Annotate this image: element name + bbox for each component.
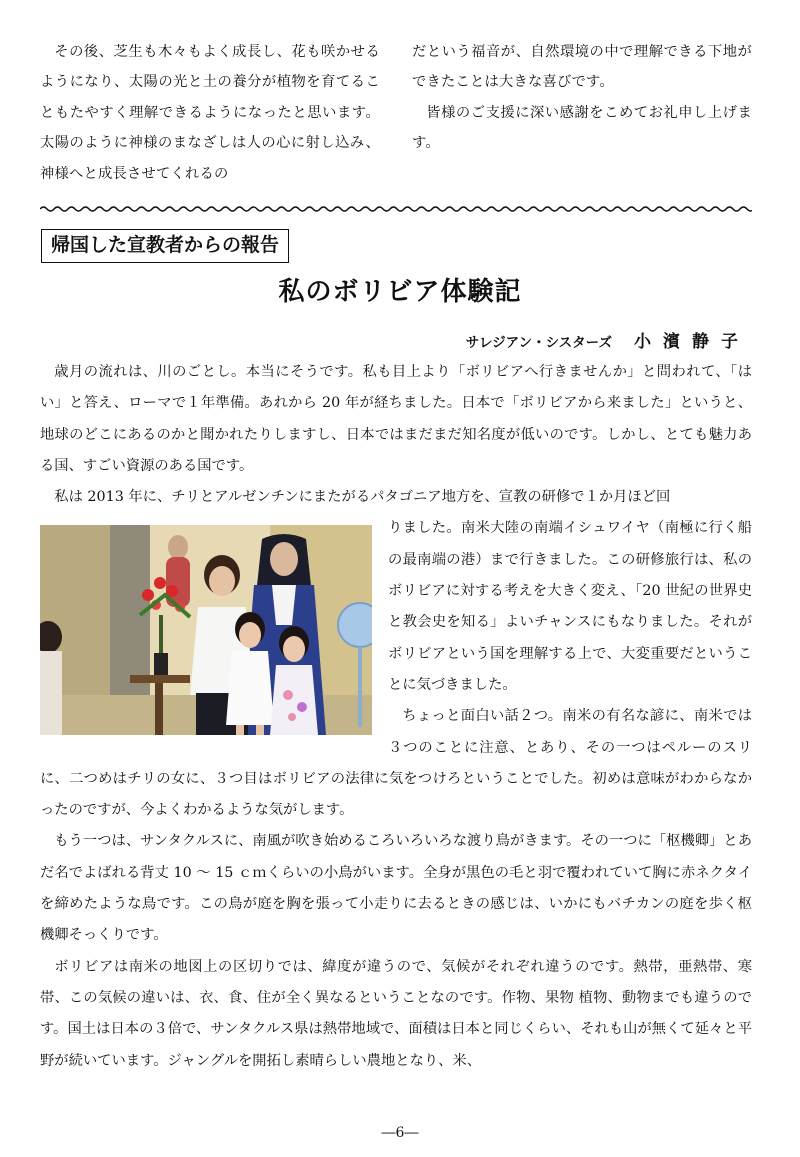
section-label: 帰国した宣教者からの報告 xyxy=(41,229,289,263)
top-right-column xyxy=(412,37,752,167)
author-name: 小濱静子 xyxy=(634,332,750,352)
paragraph-2-continued: りました。南米大陸の南端イシュワイヤ（南極に行く船の最南端の港）まで行きました。この研修旅行は、私のボリビアに対する考えを大きく変え、「20 世紀の世界史と教会史を知る」よいチャンスにもなりました。それがボリビアという国を理解する上で、大変重要だということに気づきました。 xyxy=(388,520,752,693)
author-organization: サレジアン・シスターズ xyxy=(465,335,612,351)
top-right-paragraph-1: だという福音が、自然環境の中で理解できる下地ができたことは大きな喜びです。 xyxy=(412,44,752,91)
page-number: ―6― xyxy=(381,1125,419,1141)
paragraph-3: ちょっと面白い話２つ。南米の有名な諺に、南米では３つのことに注意、とあり、その一つはペルーのスリに、二つめはチリの女に、３つ目はボリビアの法律に気をつけろということでした。初めは意味がわからなかったのですが、今よくわかるような気がします。 xyxy=(40,708,752,819)
author-line xyxy=(466,327,750,352)
article-title: 私のボリビア体験記 xyxy=(278,277,522,307)
wavy-divider xyxy=(40,202,752,216)
top-left-column xyxy=(40,37,380,182)
paragraph-2-intro: 私は 2013 年に、チリとアルゼンチンにまたがるパタゴニア地方を、宣教の研修で１か月ほど回 xyxy=(54,489,671,506)
paragraph-4: もう一つは、サンタクルスに、南風が吹き始めるころいろいろな渡り鳥がきます。その一つに「枢機卿」とあだ名でよばれる背丈 10 ～ 15 ｃｍくらいの小鳥がいます。全身が黒色の毛と羽で覆われていて胸に赤ネクタイを締めたような鳥です。この鳥が庭を胸を張って小走りに去るときの感じは、いかにもバチカンの庭を歩く枢機卿そっくりです。 xyxy=(40,833,752,944)
photo-illustration xyxy=(40,525,372,735)
top-two-column-block xyxy=(40,37,752,182)
paragraph-1: 歳月の流れは、川のごとし。本当にそうです。私も目上より「ボリビアへ行きませんか」と問われて、「はい」と答え、ローマで１年準備。あれから 20 年が経ちました。日本で「ボリビアから来ました」というと、地球のどこにあるのかと聞かれたりしますし、日本ではまだまだ知名度が低いのです。しかし、とても魅力ある国、すごい資源のある国です。 xyxy=(40,364,752,474)
group-photo xyxy=(40,525,372,735)
top-right-paragraph-2: 皆様のご支援に深い感謝をこめてお礼申し上げます。 xyxy=(412,104,752,152)
top-left-paragraph: その後、芝生も木々もよく成長し、花も咲かせるようになり、太陽の光と土の養分が植物を育てることもたやすく理解できるようになったと思います。太陽のように神様のまなざしは人の心に射し込み、神様へと成長させてくれるの xyxy=(40,44,380,182)
article-body xyxy=(40,357,752,1077)
paragraph-5: ボリビアは南米の地図上の区切りでは、緯度が違うので、気候がそれぞれ違うのです。熱帯，亜熱帯、寒帯、この気候の違いは、衣、食、住が全く異なるということなのです。作物、果物 植物、動物までも違うのです。国土は日本の３倍で、サンタクルス県は熱帯地域で、面積は日本と同じくらい、それも山が無くて延々と平野が続いています。ジャングルを開拓し素晴らしい農地となり、米、 xyxy=(40,958,752,1069)
